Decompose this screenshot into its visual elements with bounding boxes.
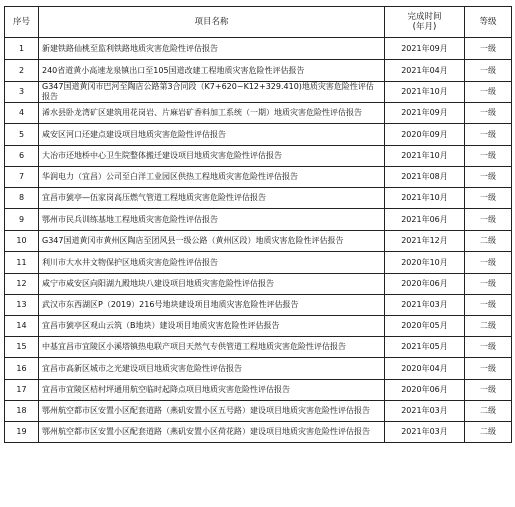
- header-date: 完成时间 (年月): [385, 7, 465, 38]
- row-completion-date: 2021年04月: [385, 60, 465, 82]
- row-project-name: 鄂州航空都市区安置小区配套道路（燕矶安置小区五号路）建设项目地质灾害危险性评估报告: [39, 401, 385, 422]
- row-completion-date: 2020年06月: [385, 274, 465, 295]
- table-row: [5, 401, 512, 422]
- table-row: [5, 209, 512, 231]
- row-completion-date: 2021年05月: [385, 337, 465, 358]
- row-grade: 一级: [465, 274, 512, 295]
- row-grade: 一级: [465, 167, 512, 188]
- row-project-name: G347国道黄冈市巴河至陶店公路第3合同段（K7+620~K12+329.410)地质灾害危险性评估报告: [39, 82, 385, 103]
- row-project-name: 大冶市还地桥中心卫生院整体搬迁建设项目地质灾害危险性评估报告: [39, 146, 385, 167]
- header-index: 序号: [5, 7, 39, 38]
- row-grade: 一级: [465, 38, 512, 60]
- row-project-name: 咸宁市咸安区向阳湖九殿地块八建设项目地质灾害危险性评估报告: [39, 274, 385, 295]
- table-row: [5, 252, 512, 274]
- row-project-name: 浠水县卧龙湾矿区建筑用花岗岩、片麻岩矿香料加工系统（一期）地质灾害危险性评估报告: [39, 103, 385, 124]
- row-index: 18: [5, 401, 39, 422]
- row-grade: 一级: [465, 380, 512, 401]
- table-row: [5, 188, 512, 209]
- row-index: 17: [5, 380, 39, 401]
- row-project-name: 华润电力（宜昌）公司至白洋工业园区供热工程地质灾害危险性评估报告: [39, 167, 385, 188]
- table-row: [5, 124, 512, 146]
- row-index: 7: [5, 167, 39, 188]
- row-grade: 一级: [465, 146, 512, 167]
- row-grade: 一级: [465, 188, 512, 209]
- row-completion-date: 2020年06月: [385, 380, 465, 401]
- row-completion-date: 2021年10月: [385, 188, 465, 209]
- table-row: [5, 60, 512, 82]
- row-grade: 一级: [465, 252, 512, 274]
- row-project-name: 咸安区河口还建点建设项目地质灾害危险性评估报告: [39, 124, 385, 146]
- row-project-name: 240省道黄小高速龙泉镇出口至105国道改建工程地质灾害危险性评估报告: [39, 60, 385, 82]
- table-row: [5, 295, 512, 316]
- row-project-name: 宜昌市猇亭—伍家岗高压燃气管道工程地质灾害危险性评估报告: [39, 188, 385, 209]
- row-completion-date: 2021年06月: [385, 209, 465, 231]
- table-row: [5, 422, 512, 443]
- row-completion-date: 2020年05月: [385, 316, 465, 337]
- row-index: 11: [5, 252, 39, 274]
- row-completion-date: 2021年03月: [385, 401, 465, 422]
- row-index: 10: [5, 231, 39, 252]
- row-index: 12: [5, 274, 39, 295]
- row-grade: 二级: [465, 401, 512, 422]
- row-completion-date: 2021年03月: [385, 422, 465, 443]
- row-grade: 二级: [465, 316, 512, 337]
- row-index: 2: [5, 60, 39, 82]
- row-grade: 二级: [465, 231, 512, 252]
- row-project-name: 中基宜昌市宜陵区小溪塔镇热电联产项目天然气专供管道工程地质灾害危险性评估报告: [39, 337, 385, 358]
- row-project-name: 新建铁路仙桃至监利铁路地质灾害危险性评估报告: [39, 38, 385, 60]
- row-completion-date: 2020年04月: [385, 358, 465, 380]
- table-row: [5, 103, 512, 124]
- table-row: [5, 337, 512, 358]
- table-row: [5, 38, 512, 60]
- row-project-name: 利川市大水井文物保护区地质灾害危险性评估报告: [39, 252, 385, 274]
- row-index: 14: [5, 316, 39, 337]
- row-index: 15: [5, 337, 39, 358]
- table-row: [5, 167, 512, 188]
- row-project-name: 宜昌市高新区城市之光建设项目地质灾害危险性评估报告: [39, 358, 385, 380]
- table-row: [5, 146, 512, 167]
- row-completion-date: 2021年03月: [385, 295, 465, 316]
- table-row: [5, 82, 512, 103]
- row-completion-date: 2021年10月: [385, 146, 465, 167]
- row-grade: 一级: [465, 60, 512, 82]
- row-grade: 一级: [465, 103, 512, 124]
- row-completion-date: 2021年12月: [385, 231, 465, 252]
- row-grade: 一级: [465, 337, 512, 358]
- row-index: 6: [5, 146, 39, 167]
- row-grade: 一级: [465, 209, 512, 231]
- row-grade: 一级: [465, 358, 512, 380]
- table-row: [5, 358, 512, 380]
- row-project-name: 鄂州市民兵训练基地工程地质灾害危险性评估报告: [39, 209, 385, 231]
- row-index: 13: [5, 295, 39, 316]
- row-index: 4: [5, 103, 39, 124]
- header-grade: 等级: [465, 7, 512, 38]
- row-grade: 一级: [465, 295, 512, 316]
- table-row: [5, 231, 512, 252]
- header-name: 项目名称: [39, 7, 385, 38]
- row-project-name: 宜昌市宜陵区桔村坪通用航空临时起降点项目地质灾害危险性评估报告: [39, 380, 385, 401]
- table-header-row: [5, 7, 512, 38]
- row-grade: 一级: [465, 124, 512, 146]
- row-project-name: 鄂州航空都市区安置小区配套道路（燕矶安置小区荷花路）建设项目地质灾害危险性评估报告: [39, 422, 385, 443]
- row-completion-date: 2020年10月: [385, 252, 465, 274]
- row-project-name: G347国道黄冈市黄州区陶店至团风县一级公路（黄州区段）地质灾害危险性评估报告: [39, 231, 385, 252]
- row-grade: 一级: [465, 82, 512, 103]
- row-index: 5: [5, 124, 39, 146]
- row-index: 1: [5, 38, 39, 60]
- row-index: 9: [5, 209, 39, 231]
- row-completion-date: 2020年09月: [385, 124, 465, 146]
- row-completion-date: 2021年09月: [385, 38, 465, 60]
- row-grade: 二级: [465, 422, 512, 443]
- row-completion-date: 2021年08月: [385, 167, 465, 188]
- table-row: [5, 274, 512, 295]
- row-project-name: 武汉市东西湖区P（2019）216号地块建设项目地质灾害危险性评估报告: [39, 295, 385, 316]
- row-index: 8: [5, 188, 39, 209]
- row-completion-date: 2021年10月: [385, 82, 465, 103]
- row-index: 16: [5, 358, 39, 380]
- row-index: 3: [5, 82, 39, 103]
- table-row: [5, 380, 512, 401]
- table-row: [5, 316, 512, 337]
- row-index: 19: [5, 422, 39, 443]
- row-completion-date: 2021年09月: [385, 103, 465, 124]
- row-project-name: 宜昌市猇亭区观山云筑（B地块）建设项目地质灾害危险性评估报告: [39, 316, 385, 337]
- projects-table: [4, 6, 512, 443]
